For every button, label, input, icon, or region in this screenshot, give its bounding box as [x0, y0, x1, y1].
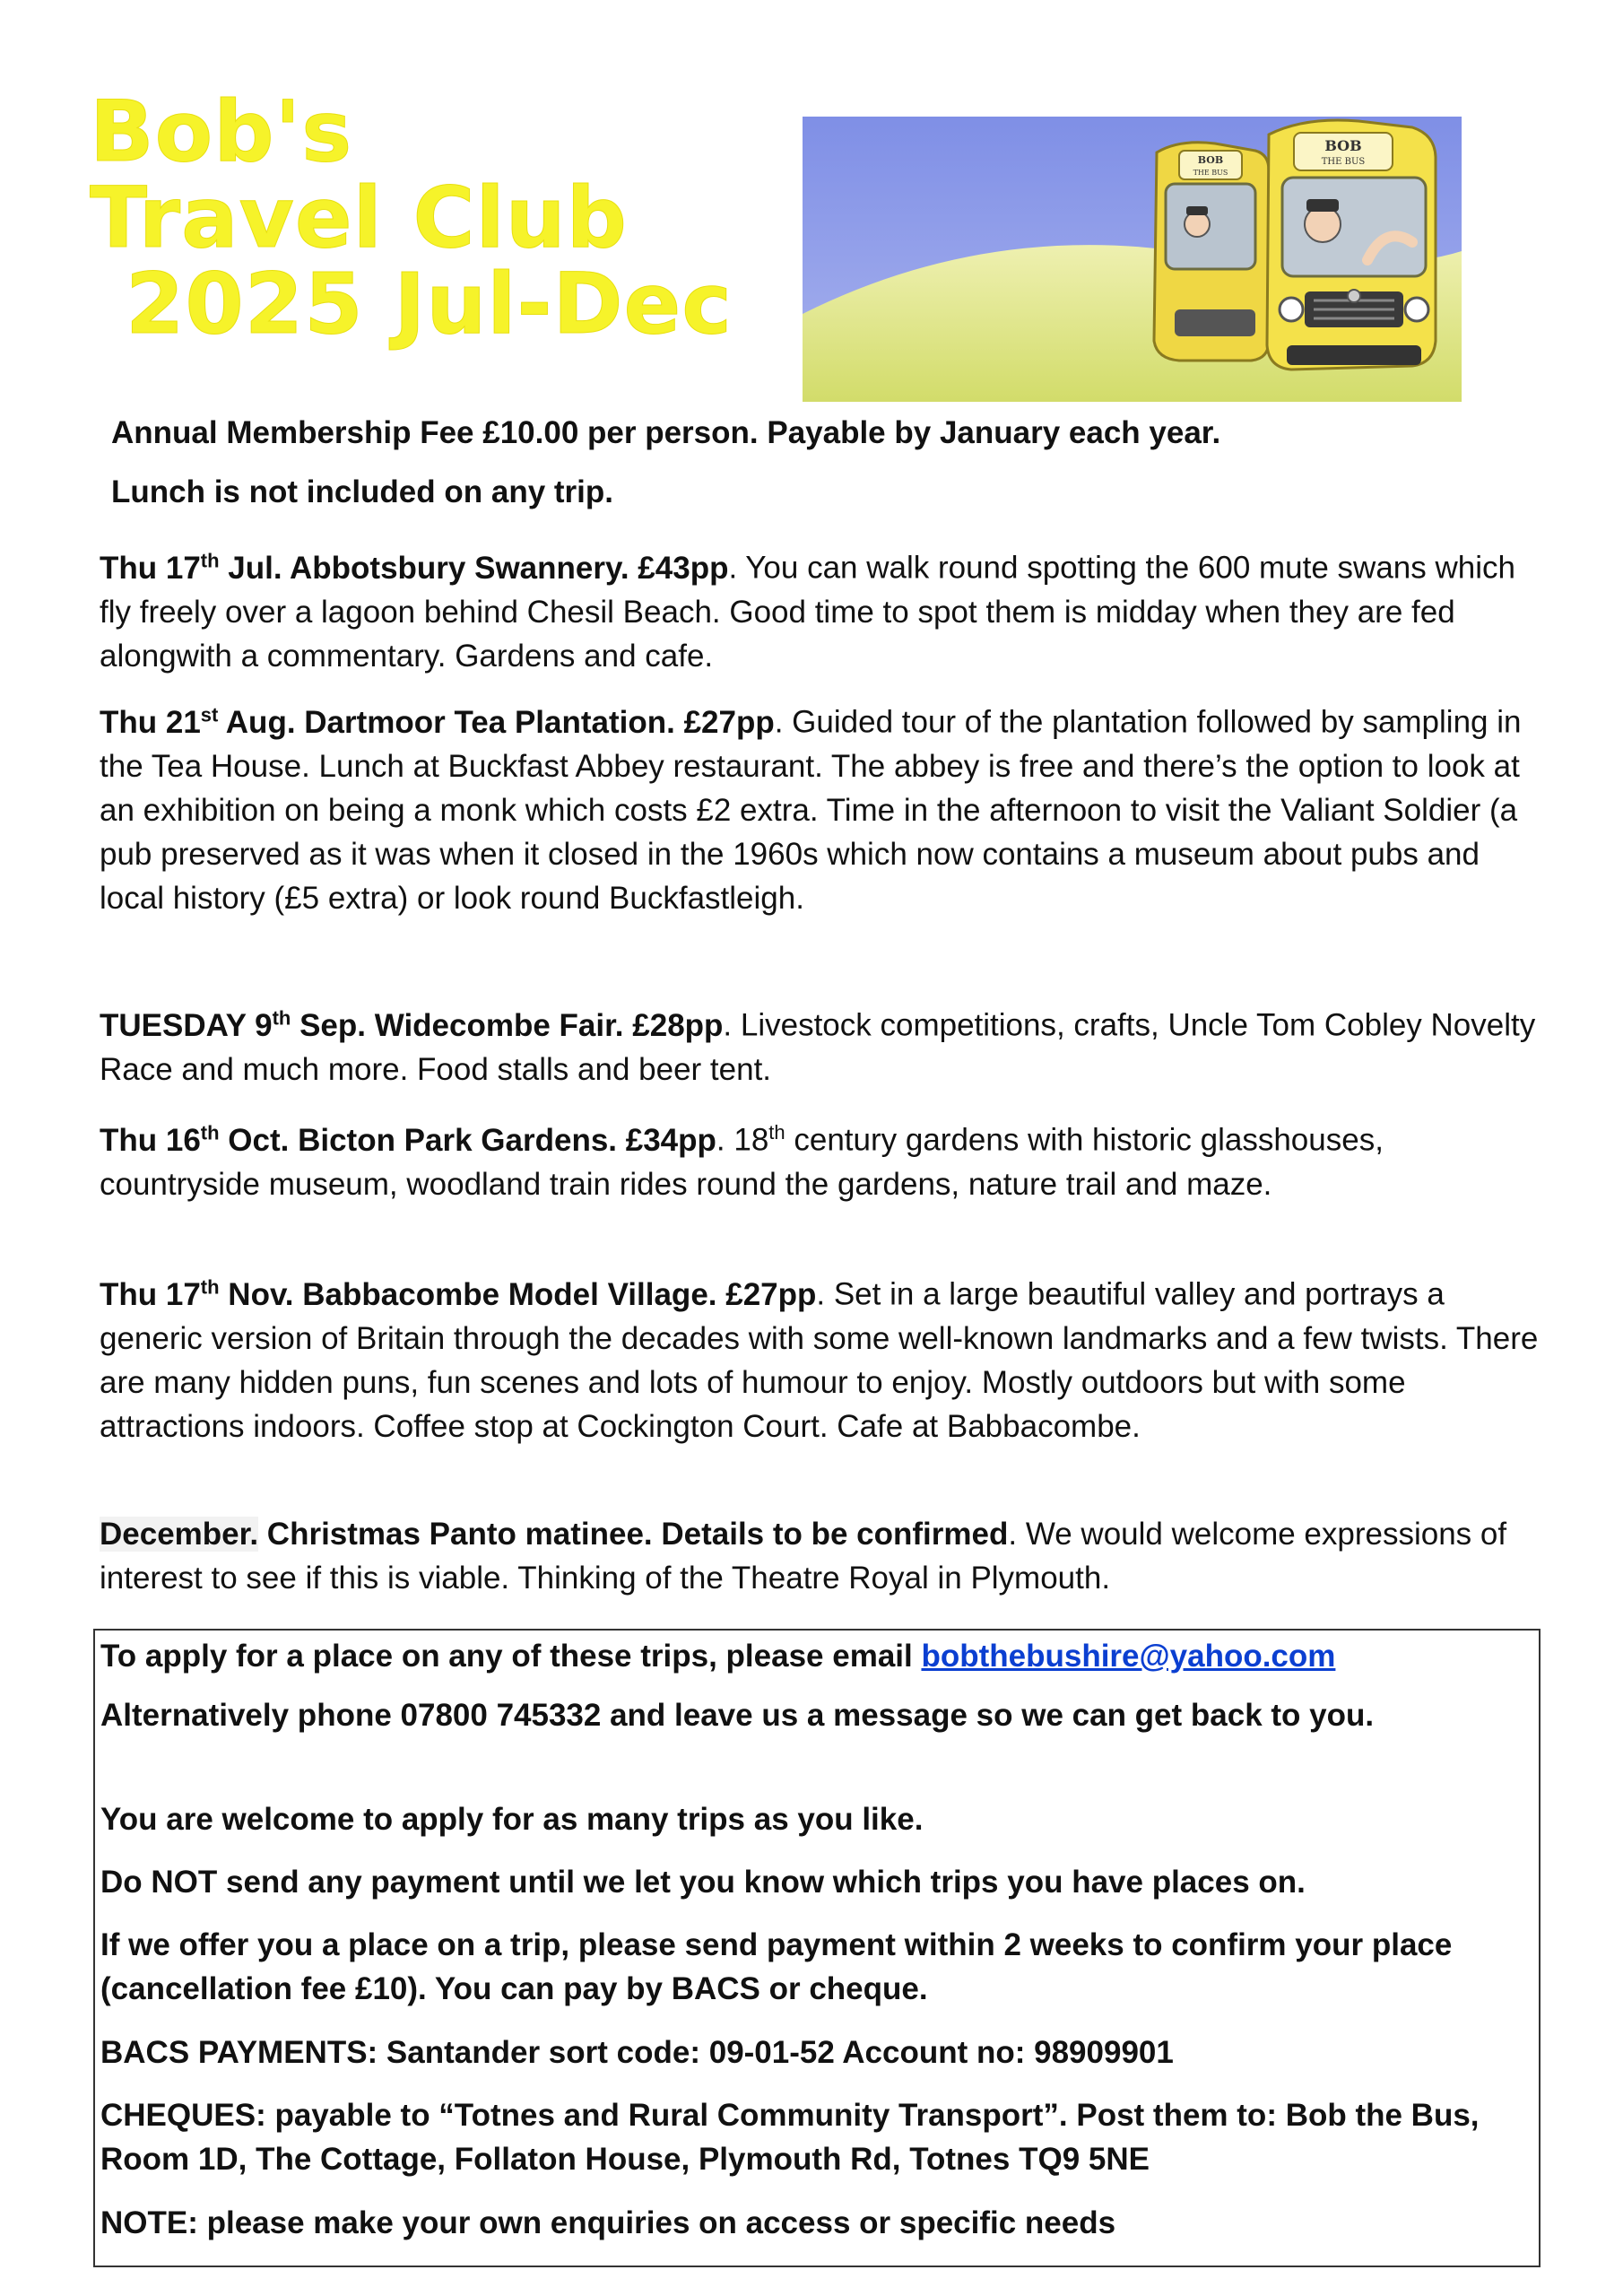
bus-front-sign-bottom: THE BUS: [1321, 157, 1366, 167]
cheques-info: CHEQUES: payable to “Totnes and Rural Community Transport”. Post them to: Bob the Bus, Room 1D, The Cottage, Follaton House, Plymouth Rd, Totnes TQ9 5NE: [100, 2098, 1480, 2177]
trip-description-start: . 18: [716, 1122, 769, 1158]
trip-description: . You can walk round spotting the 600 mute swans which fly freely over a lagoon behind Chesil Beach. Good time to spot them is midday when they are fed alongwith a commentary. Gardens and cafe.: [100, 550, 1515, 674]
apply-text: To apply for a place on any of these trips, please email: [100, 1639, 922, 1674]
membership-text: Annual Membership Fee £10.00 per person. Payable by January each year.: [111, 415, 1221, 450]
bus-front: [1267, 120, 1436, 370]
trip-description: . Set in a large beautiful valley and portrays a generic version of Britain through the decades with some well-known landmarks and a few twists. There are many hidden puns, fun scenes and lots of humour to enjoy. Mostly outdoors but with some attractions indoors. Coffee stop at Cockington Court. Cafe at Babbacombe.: [100, 1276, 1539, 1444]
email-link[interactable]: bobthebushire@yahoo.com: [921, 1639, 1336, 1674]
trip-date: TUESDAY 9th Sep. Widecombe Fair. £28pp: [100, 1006, 724, 1043]
bus-back-sign-top: BOB: [1197, 154, 1224, 166]
bacs-info: BACS PAYMENTS: Santander sort code: 09-01-52 Account no: 98909901: [100, 2035, 1174, 2070]
apply-line: [100, 1634, 1535, 1678]
title-line-1: Bob's: [90, 83, 353, 181]
trip-item-babbacombe: [100, 1265, 1543, 1448]
title-line-2: Travel Club: [90, 170, 628, 267]
bob-the-bus-illustration: [803, 117, 1462, 402]
trip-item-widecombe: [100, 996, 1543, 1091]
bus-back-sign-bottom: THE BUS: [1193, 169, 1228, 177]
lunch-notice: [111, 470, 1555, 514]
trip-item-abbotsbury: [100, 538, 1543, 678]
trip-item-bicton: [100, 1110, 1543, 1206]
trip-description-sup: th: [768, 1121, 785, 1144]
phone-info: Alternatively phone 07800 745332 and leave us a message so we can get back to you.: [100, 1698, 1375, 1733]
trip-date: December. Christmas Panto matinee. Details to be confirmed: [100, 1517, 1009, 1552]
page-title: [90, 83, 807, 353]
trip-date: Thu 17th Jul. Abbotsbury Swannery. £43pp: [100, 549, 729, 586]
trip-description: century gardens with historic glasshouses, countryside museum, woodland train rides round the gardens, nature trail and maze.: [100, 1122, 1384, 1202]
trip-description: . Livestock competitions, crafts, Uncle Tom Cobley Novelty Race and much more. Food stalls and beer tent.: [100, 1007, 1536, 1087]
trip-date: Thu 17th Nov. Babbacombe Model Village. £27pp: [100, 1275, 817, 1312]
trip-item-dartmoor: [100, 692, 1543, 920]
bus-back: [1154, 143, 1269, 361]
membership-notice: [111, 411, 1555, 455]
booking-info-box: [93, 1629, 1541, 2267]
many-trips-info: You are welcome to apply for as many trips as you like.: [100, 1802, 924, 1837]
trip-date: Thu 21st Aug. Dartmoor Tea Plantation. £27pp: [100, 703, 775, 740]
access-note: NOTE: please make your own enquiries on access or specific needs: [100, 2205, 1116, 2240]
title-line-3: 2025 Jul-Dec: [126, 256, 733, 353]
offer-info: If we offer you a place on a trip, please send payment within 2 weeks to confirm your place (cancellation fee £10). You can pay by BACS or cheque.: [100, 1927, 1453, 2006]
trip-description: . Guided tour of the plantation followed by sampling in the Tea House. Lunch at Buckfast Abbey restaurant. The abbey is free and there’s the option to look at an exhibition on being a monk which costs £2 extra. Time in the afternoon to visit the Valiant Soldier (a pub preserved as it was when it closed in the 1960s which now contains a museum about pubs and local history (£5 extra) or look round Buckfastleigh.: [100, 704, 1522, 916]
trip-description: . We would welcome expressions of interest to see if this is viable. Thinking of the Theatre Royal in Plymouth.: [100, 1517, 1507, 1596]
no-payment-info: Do NOT send any payment until we let you know which trips you have places on.: [100, 1865, 1306, 1900]
lunch-text: Lunch is not included on any trip.: [111, 474, 613, 509]
trip-item-panto: [100, 1512, 1543, 1600]
trip-date: Thu 16th Oct. Bicton Park Gardens. £34pp: [100, 1121, 716, 1158]
bus-front-sign-top: BOB: [1324, 137, 1362, 154]
